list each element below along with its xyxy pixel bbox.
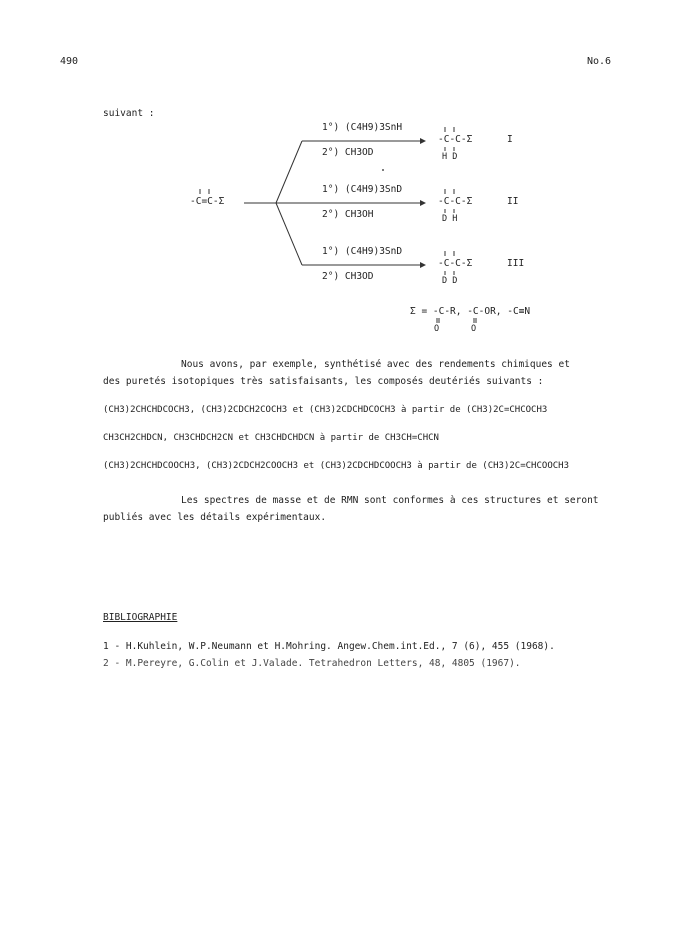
reaction-scheme [0,0,680,340]
page-number: 490 [60,56,79,67]
reaction-arrows [0,0,680,340]
sigma-oxygen-2: O [471,324,477,334]
reaction-1-step1: 1°) (C4H9)3SnH [322,122,403,133]
sigma-oxygen-1: O [434,324,440,334]
bibliography-title: BIBLIOGRAPHIE [103,612,178,623]
reference-1: 1 - H.Kuhlein, W.P.Neumann et H.Mohring. Angew.Chem.int.Ed., 7 (6), 455 (1968). [103,641,555,652]
paragraph-1-line-1: Nous avons, par exemple, synthétisé avec des rendements chimiques et [181,359,570,370]
reaction-3-product: -C-C-Σ [438,258,473,269]
reaction-3-label: III [507,258,525,269]
paragraph-2-line-1: Les spectres de masse et de RMN sont conformes à ces structures et seront [181,495,599,506]
reaction-1-label: I [507,134,513,145]
reaction-1-product: -C-C-Σ [438,134,473,145]
paragraph-1-line-2: des puretés isotopiques très satisfaisants, les composés deutériés suivants : [103,376,544,387]
compounds-row-nitriles: CH3CH2CHDCN, CH3CHDCH2CN et CH3CHDCHDCN à partir de CH3CH=CHCN [103,433,439,443]
compounds-row-esters: (CH3)2CHCHDCOOCH3, (CH3)2CDCH2COOCH3 et (CH3)2CDCHDCOOCH3 à partir de (CH3)2C=CHCOOCH3 [103,461,569,471]
reaction-2-step1: 1°) (C4H9)3SnD [322,184,403,195]
compounds-row-ketones: (CH3)2CHCHDCOCH3, (CH3)2CDCH2COCH3 et (CH3)2CDCHDCOCH3 à partir de (CH3)2C=CHCOCH3 [103,405,548,415]
reaction-2-substituents: D H [442,214,458,224]
reaction-2-product: -C-C-Σ [438,196,473,207]
issue-number: No.6 [587,56,612,67]
paragraph-2-line-2: publiés avec les détails expérimentaux. [103,512,327,523]
reaction-2-step2: 2°) CH3OH [322,209,374,220]
sigma-definition: Σ = -C-R, -C-OR, -C≡N [410,306,531,317]
reaction-3-substituents: D D [442,276,458,286]
reference-2: 2 - M.Pereyre, G.Colin et J.Valade. Tetrahedron Letters, 48, 4805 (1967). [103,658,521,669]
reaction-1-substituents: H D [442,152,458,162]
reaction-3-step2: 2°) CH3OD [322,271,374,282]
intro-word: suivant : [103,108,155,119]
reaction-1-step2: 2°) CH3OD [322,147,374,158]
reaction-2-label: II [507,196,519,207]
start-alkyne: -C=C-Σ [190,196,225,207]
reaction-3-step1: 1°) (C4H9)3SnD [322,246,403,257]
